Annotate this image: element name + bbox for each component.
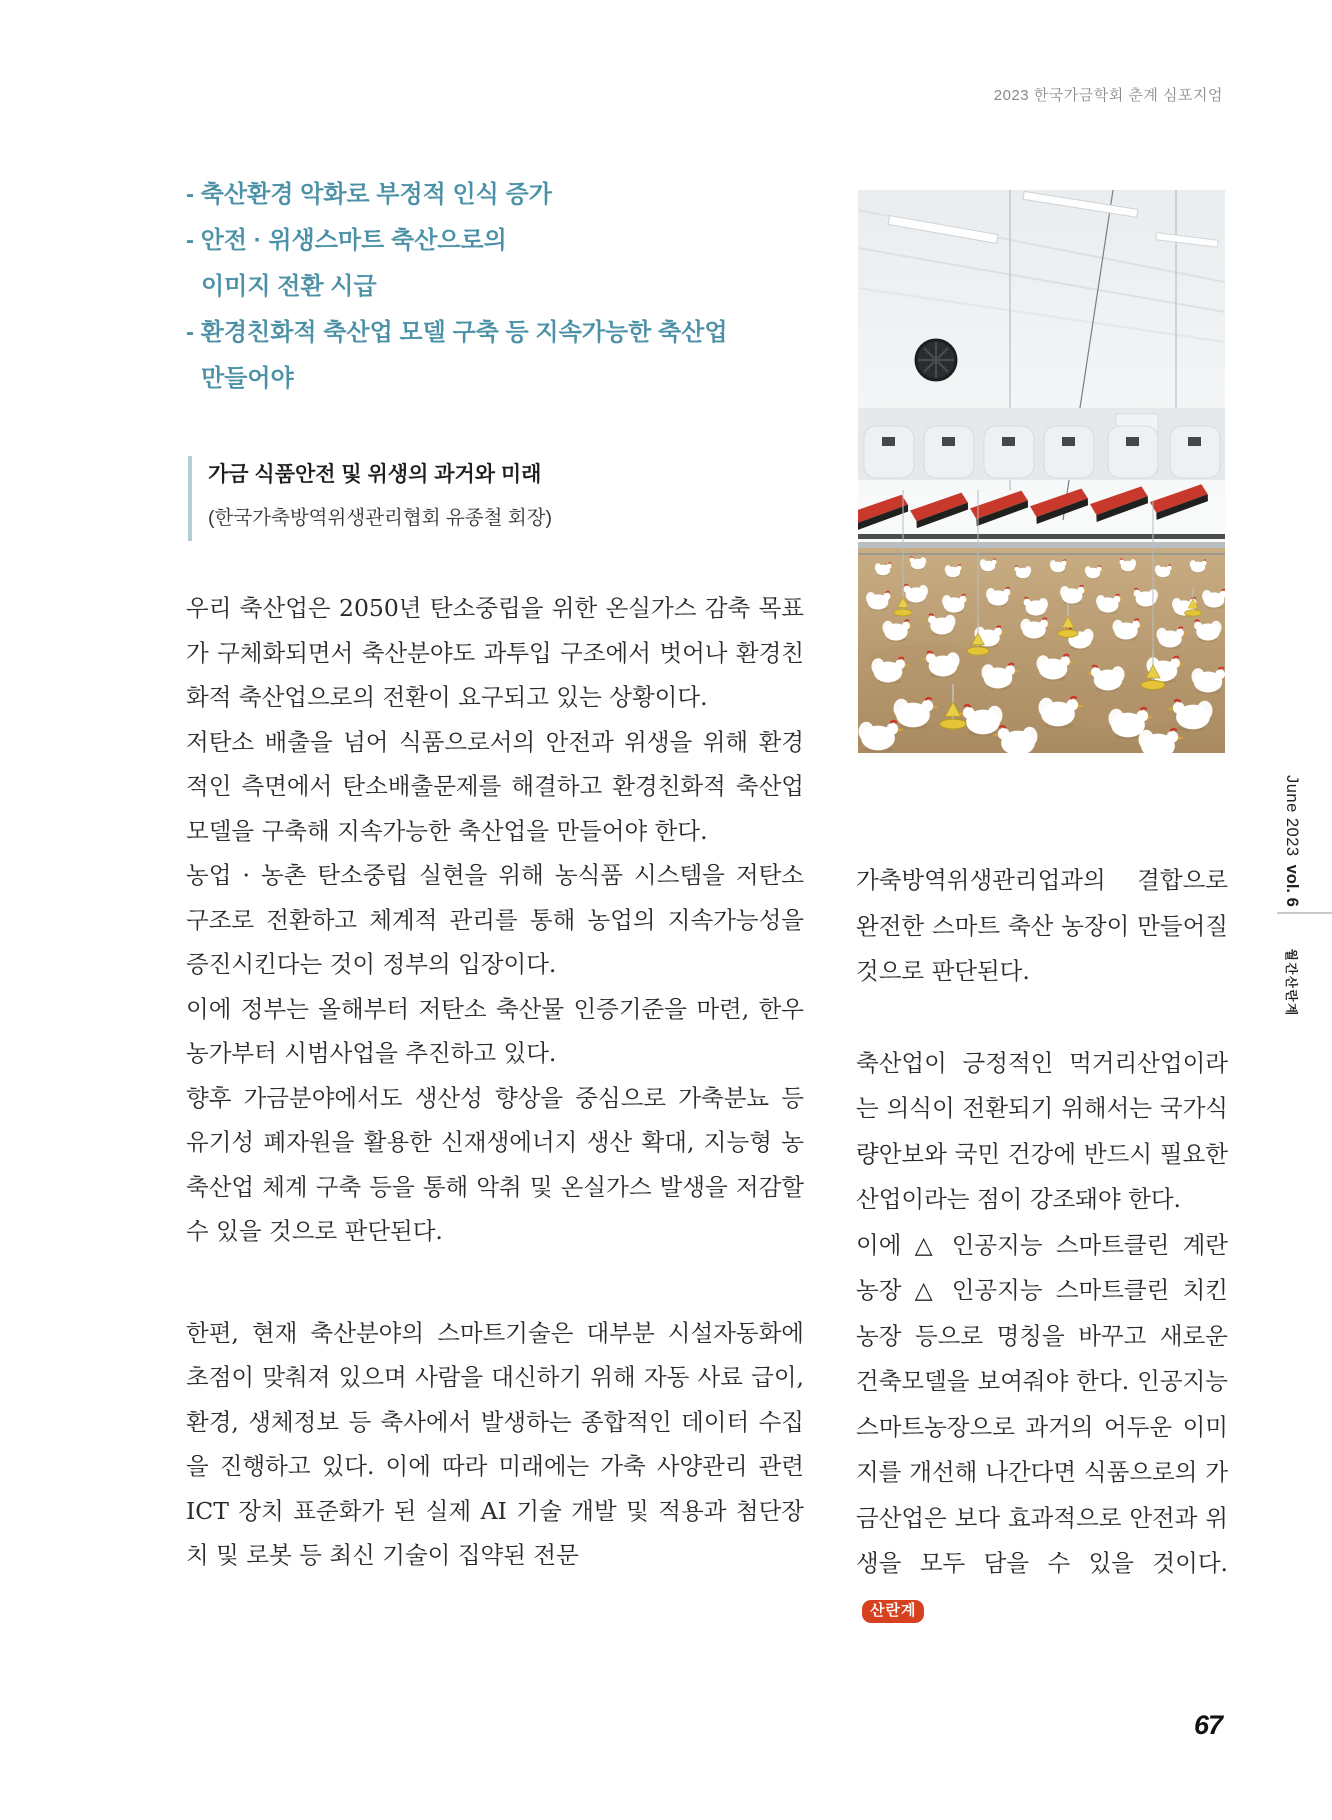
chicken-farm-illustration	[858, 190, 1225, 753]
headline-line: - 축산환경 악화로 부정적 인식 증가	[186, 181, 552, 208]
paragraph: 농업 · 농촌 탄소중립 실현을 위해 농식품 시스템을 저탄소 구조로 전환하고 체계적 관리를 통해 농업의 지속가능성을 증진시킨다는 것이 정부의 입장이다.	[186, 861, 804, 978]
spine-divider	[1277, 912, 1332, 914]
magazine-spine	[1277, 775, 1307, 1017]
headline-line: 이미지 전환 시급	[201, 273, 377, 300]
article-column-left	[186, 586, 804, 1578]
paragraph: 저탄소 배출을 넘어 식품으로서의 안전과 위생을 위해 환경적인 측면에서 탄소배출문제를 해결하고 환경친화적 축산업 모델을 구축해 지속가능한 축산업을 만들어야 한다.	[186, 727, 804, 845]
article-end-badge: 산란계	[862, 1600, 924, 1623]
headline-line: 만들어야	[201, 365, 294, 392]
running-head: 2023 한국가금학회 춘계 심포지엄	[993, 87, 1223, 104]
section-title: 가금 식품안전 및 위생의 과거와 미래	[208, 463, 542, 486]
paragraph: 향후 가금분야에서도 생산성 향상을 중심으로 가축분뇨 등 유기성 폐자원을 활용한 신재생에너지 생산 확대, 지능형 농축산업 체계 구축 등을 통해 악취 및 온실가스 발생을 저감할 수 있을 것으로 판단된다.	[186, 1083, 804, 1245]
chicken-farm-photo	[858, 190, 1225, 753]
spine-issue-date: June 2023	[1283, 775, 1302, 857]
paragraph-text: 이에 △ 인공지능 스마트클린 계란 농장 △ 인공지능 스마트클린 치킨 농장 등으로 명칭을 바꾸고 새로운 건축모델을 보여줘야 한다. 인공지능 스마트농장으로 과거의 어두운 이미지를 개선해 나간다면 식품으로의 가금산업은 보다 효과적으로 안전과 위생을 모두 담을 수 있을 것이다.	[856, 1230, 1228, 1577]
spine-volume: vol. 6	[1283, 864, 1302, 907]
paragraph	[856, 1223, 1228, 1633]
paragraph: 이에 정부는 올해부터 저탄소 축산물 인증기준을 마련, 한우농가부터 시범사업을 추진하고 있다.	[186, 994, 804, 1067]
spine-magazine-name: 월간산란계	[1284, 948, 1298, 1017]
paragraph: 우리 축산업은 2050년 탄소중립을 위한 온실가스 감축 목표가 구체화되면서 축산분야도 과투입 구조에서 벗어나 환경친화적 축산업으로의 전환이 요구되고 있는 상황이다.	[186, 594, 804, 711]
section-heading	[188, 456, 552, 541]
paragraph: 축산업이 긍정적인 먹거리산업이라는 의식이 전환되기 위해서는 국가식량안보와 국민 건강에 반드시 필요한 산업이라는 점이 강조돼야 한다.	[856, 1048, 1228, 1213]
page-number: 67	[1194, 1710, 1223, 1740]
summary-headline	[186, 172, 826, 402]
section-speaker: (한국가축방역위생관리협회 유종철 회장)	[208, 507, 553, 529]
paragraph: 한편, 현재 축산분야의 스마트기술은 대부분 시설자동화에 초점이 맞춰져 있으며 사람을 대신하기 위해 자동 사료 급이, 환경, 생체정보 등 축사에서 발생하는 종합적인 데이터 수집을 진행하고 있다. 이에 따라 미래에는 가축 사양관리 관련 ICT 장치 표준화가 된 실제 AI 기술 개발 및 적용과 첨단장치 및 로봇 등 최신 기술이 집약된 전문	[186, 1318, 804, 1569]
article-column-right	[856, 858, 1228, 1632]
headline-line: - 환경친화적 축산업 모델 구축 등 지속가능한 축산업	[186, 319, 728, 346]
paragraph: 가축방역위생관리업과의 결합으로 완전한 스마트 축산 농장이 만들어질 것으로 판단된다.	[856, 866, 1228, 985]
headline-line: - 안전 · 위생스마트 축산으로의	[186, 227, 507, 254]
